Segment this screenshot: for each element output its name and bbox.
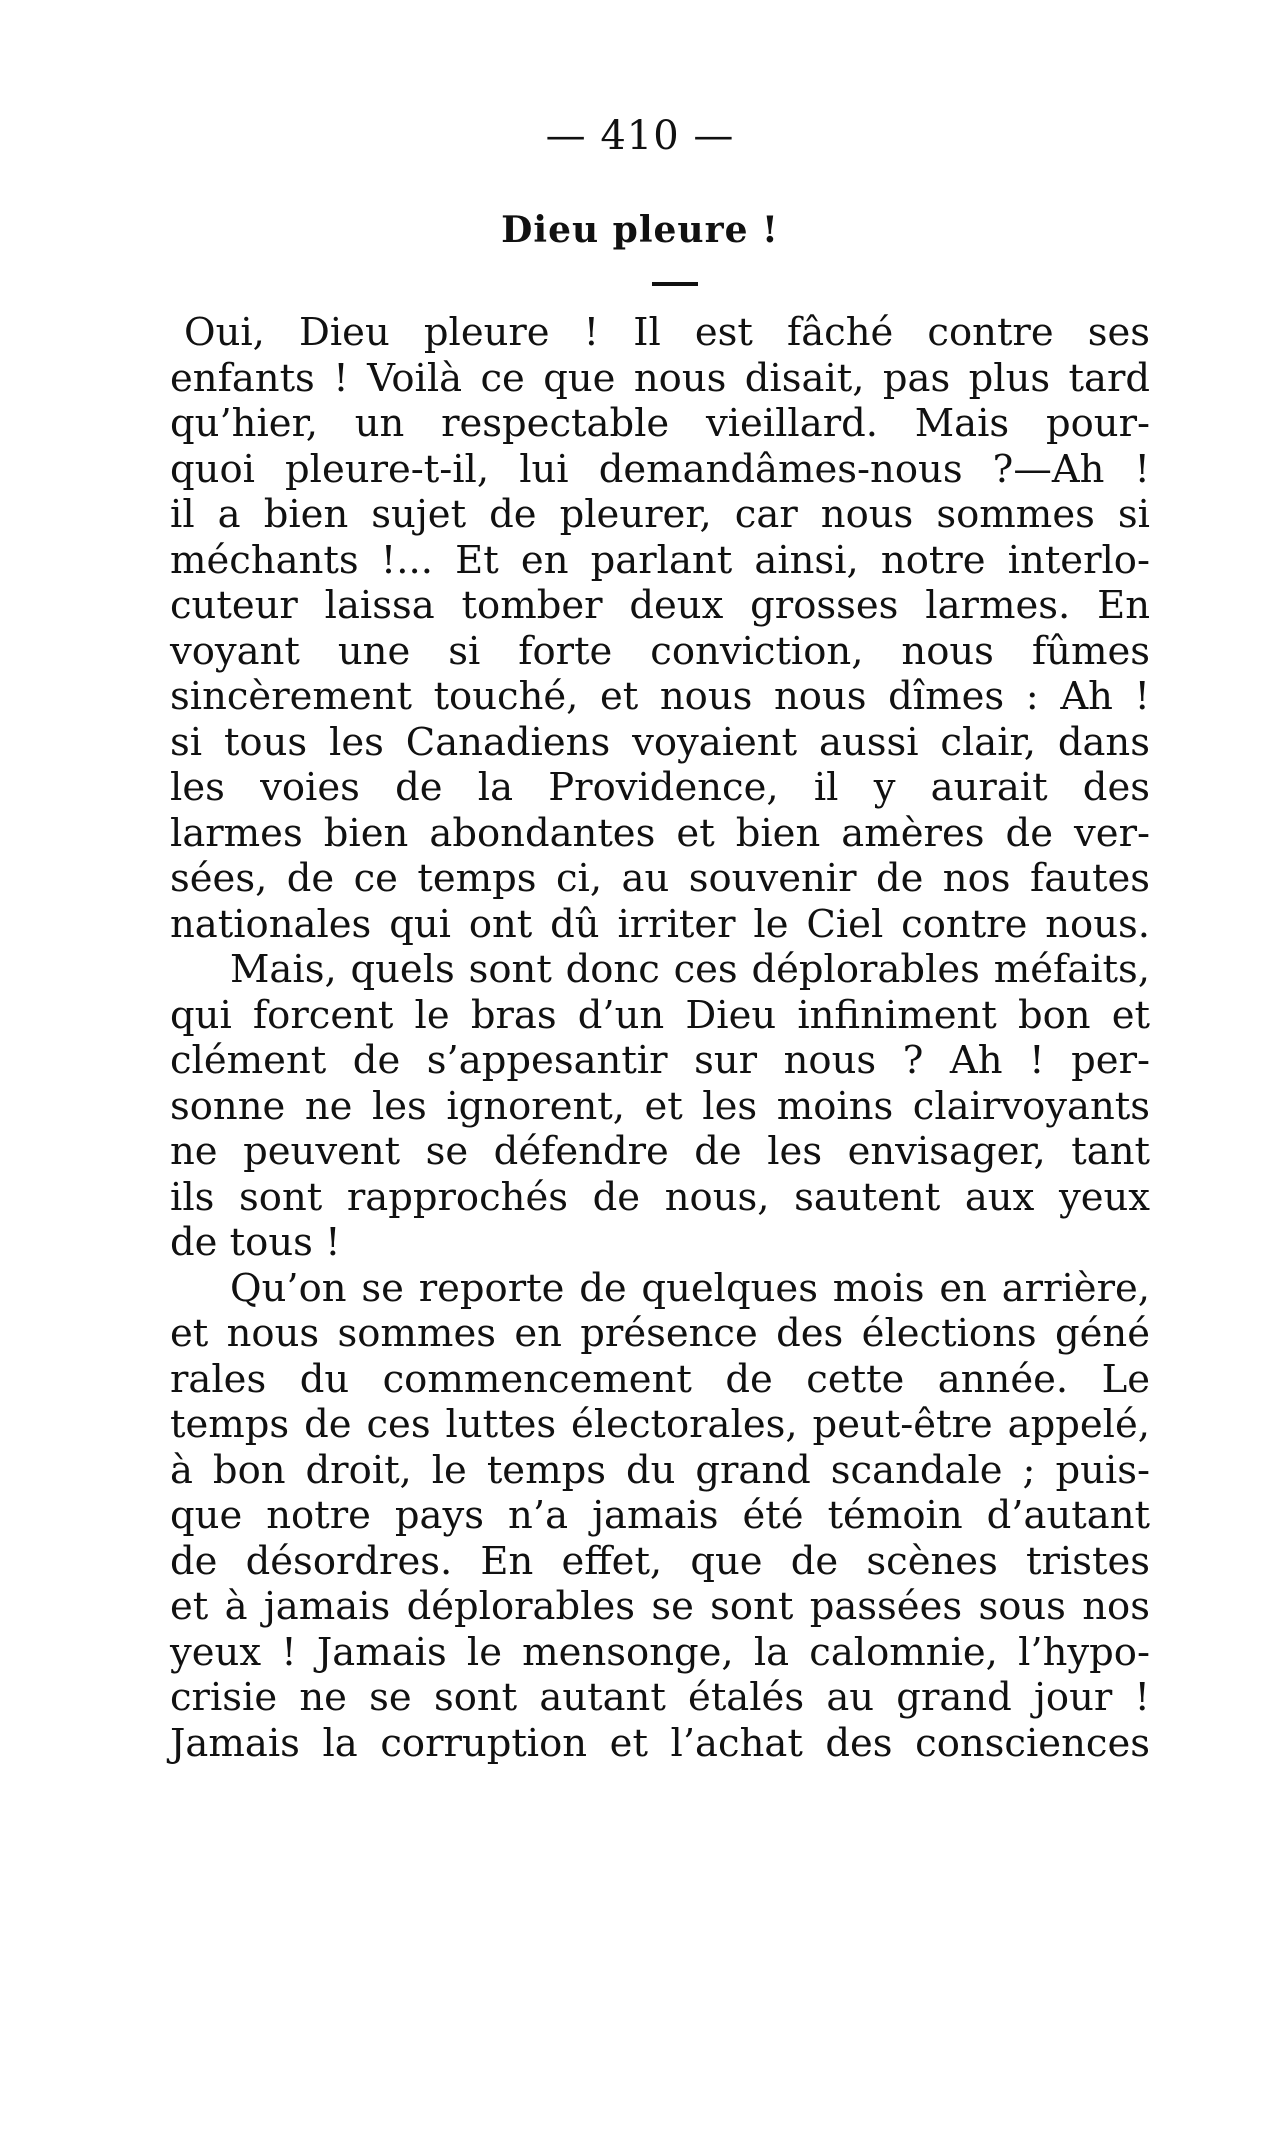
text-line: de désordres. En effet, que de scènes tristes [170, 1538, 1150, 1584]
text-line: Jamais la corruption et l’achat des consciences [170, 1720, 1150, 1766]
text-line: sincèrement touché, et nous nous dîmes : Ah ! [170, 674, 1150, 719]
text-line: que notre pays n’a jamais été témoin d’autant [170, 1493, 1150, 1538]
text-line: temps de ces luttes électorales, peut-être appelé, [170, 1402, 1150, 1447]
text-line: sées, de ce temps ci, au souvenir de nos fautes [170, 856, 1150, 901]
section-title: Dieu pleure ! [501, 209, 779, 251]
text-line: clément de s’appesantir sur nous ? Ah ! per- [170, 1038, 1150, 1083]
text-line: ils sont rapprochés de nous, sautent aux yeux [170, 1174, 1150, 1220]
text-line: Mais, quels sont donc ces déplorables méfaits, [230, 947, 1150, 992]
title-divider [652, 282, 698, 286]
text-line: méchants !... Et en parlant ainsi, notre interlo- [170, 537, 1150, 583]
text-line: voyant une si forte conviction, nous fûmes [170, 628, 1150, 674]
text-line: qui forcent le bras d’un Dieu infiniment bon et [170, 992, 1150, 1038]
text-line: larmes bien abondantes et bien amères de ver- [170, 810, 1150, 856]
text-line: qu’hier, un respectable vieillard. Mais pour- [170, 401, 1150, 446]
text-line: cuteur laissa tomber deux grosses larmes. En [170, 583, 1150, 628]
text-line: enfants ! Voilà ce que nous disait, pas plus tard [170, 355, 1150, 401]
text-line: ne peuvent se défendre de les envisager, tant [170, 1129, 1150, 1174]
text-line: sonne ne les ignorent, et les moins clairvoyants [170, 1083, 1150, 1129]
text-line: si tous les Canadiens voyaient aussi clair, dans [170, 719, 1150, 765]
text-line: à bon droit, le temps du grand scandale ; puis- [170, 1447, 1150, 1493]
text-line: rales du commencement de cette année. Le [170, 1356, 1150, 1402]
text-line: il a bien sujet de pleurer, car nous sommes si [170, 492, 1150, 537]
text-line: nationales qui ont dû irriter le Ciel contre nous. [170, 901, 1150, 947]
body-text [170, 310, 1150, 1766]
text-line: quoi pleure-t-il, lui demandâmes-nous ?—Ah ! [170, 446, 1150, 492]
text-line: Qu’on se reporte de quelques mois en arrière, [230, 1265, 1150, 1311]
text-line: crisie ne se sont autant étalés au grand jour ! [170, 1675, 1150, 1720]
text-line: de tous ! [170, 1220, 341, 1265]
text-line: les voies de la Providence, il y aurait des [170, 765, 1150, 810]
text-line: yeux ! Jamais le mensonge, la calomnie, l’hypo- [170, 1629, 1150, 1675]
page-number: — 410 — [545, 113, 735, 159]
text-line: et à jamais déplorables se sont passées sous nos [170, 1584, 1150, 1629]
text-line: et nous sommes en présence des élections géné [170, 1311, 1150, 1356]
text-line: Oui, Dieu pleure ! Il est fâché contre ses [184, 310, 1150, 355]
